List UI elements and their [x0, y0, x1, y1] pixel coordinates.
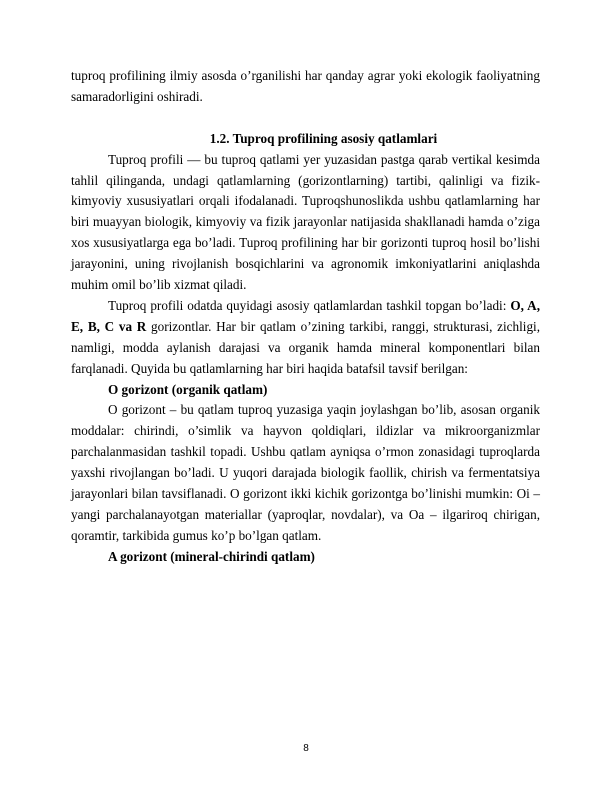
document-body: [71, 66, 540, 568]
horizons-list-rest: gorizontlar. Har bir qatlam o’zining tarkibi, ranggi, strukturasi, zichligi, namligi, modda aylanish darajasi va organik hamda mineral komponentlari bilan farqlanadi. Quyida bu qatlamlarning har biri haqida batafsil tavsif berilgan:: [71, 318, 541, 376]
o-horizon-paragraph: O gorizont – bu qatlam tuproq yuzasiga yaqin joylashgan bo’lib, asosan organik moddalar: chirindi, o’simlik va hayvon qoldiqlari, ildizlar va mikroorganizmlar parchalanmasidan tashkil topadi. Ushbu qatlam ayniqsa o’rmon zonasidagi tuproqlarda yaxshi rivojlangan bo’ladi. U yuqori darajada biologik faollik, chirish va fermentatsiya jarayonlari bilan tavsiflanadi. O gorizont ikki kichik gorizontga bo’linishi mumkin: Oi – yangi parchalanayotgan materiallar (yaproqlar, novdalar), va Oa – ilgariroq chirigan, qoramtir, tarkibida gumus ko’p bo’lgan qatlam.: [71, 402, 540, 543]
horizons-list-lead: Tuproq profili odatda quyidagi asosiy qatlamlardan tashkil topgan bo’ladi:: [108, 297, 511, 313]
o-horizon-heading: O gorizont (organik qatlam): [108, 381, 268, 397]
a-horizon-heading: A gorizont (mineral-chirindi qatlam): [108, 548, 315, 564]
horizons-list-bold: O, A, E, B, C va R: [71, 297, 540, 334]
horizons-list-paragraph: [71, 296, 540, 380]
intro-continuation-paragraph: tuproq profilining ilmiy asosda o’rganilishi har qanday agrar yoki ekologik faoliyatning samaradorligini oshiradi.: [71, 68, 540, 104]
page-number: 8: [303, 743, 309, 754]
section-heading: 1.2. Tuproq profilining asosiy qatlamlari: [209, 130, 438, 146]
profile-definition-paragraph: Tuproq profili — bu tuproq qatlami yer yuzasidan pastga qarab vertikal kesimda tahlil qilinganda, undagi qatlamlarning (gorizontlarning) tartibi, qalinligi va fizik-kimyoviy xususiyatlari orqali ifodalanadi. Tuproqshunoslikda ushbu qatlamlarning har biri muayyan biologik, kimyoviy va fizik jarayonlar natijasida shakllanadi hamda o’ziga xos xususiyatlarga ega bo’ladi. Tuproq profilining har bir gorizonti tuproq hosil bo’lishi jarayonini, uning rivojlanish bosqichlarini va agronomik imkoniyatlarini aniqlashda muhim omil bo’lib xizmat qiladi.: [71, 151, 540, 293]
